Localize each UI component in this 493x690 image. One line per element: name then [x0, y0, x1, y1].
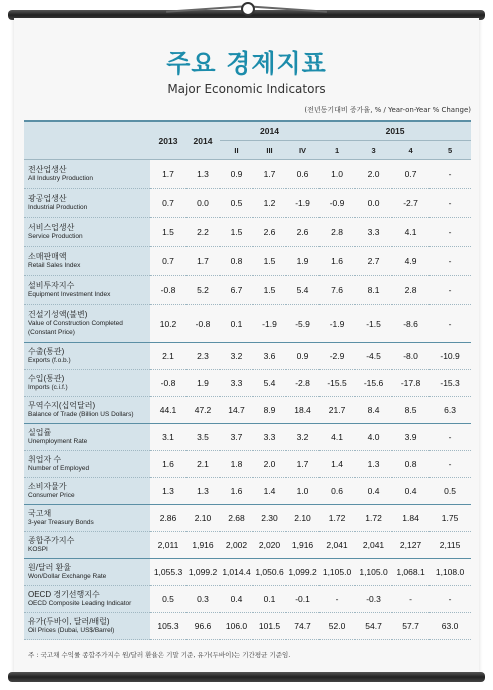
row-label-en: Retail Sales Index [28, 262, 81, 269]
table-cell: 1.0 [319, 160, 355, 189]
table-cell: 44.1 [150, 397, 186, 424]
row-label [24, 218, 150, 247]
table-cell: 1,916 [186, 532, 220, 559]
row-label-en: KOSPI [28, 546, 48, 553]
table-cell: 1.7 [186, 247, 220, 276]
row-label [24, 397, 150, 424]
table-cell: 0.0 [355, 189, 392, 218]
table-cell: -0.8 [186, 305, 220, 343]
table-row [24, 247, 471, 276]
table-cell: 4.1 [319, 424, 355, 451]
table-cell: 1.75 [429, 505, 471, 532]
table-cell: 0.1 [253, 586, 286, 613]
table-cell: 1,105.0 [319, 559, 355, 586]
row-label-en: Number of Employed [28, 465, 90, 472]
row-label [24, 305, 150, 343]
table-cell: 1,068.1 [392, 559, 429, 586]
table-cell: 0.7 [150, 189, 186, 218]
table-cell: 7.6 [319, 276, 355, 305]
row-label [24, 586, 150, 613]
row-label-en: All Industry Production [28, 175, 94, 182]
table-row [24, 451, 471, 478]
table-cell: 1,050.6 [253, 559, 286, 586]
footnote: 주 : 국고채 수익률 종합주가지수 원/달러 환율은 기말 기준, 유가(두바이)는 기간평균 기준임. [28, 651, 291, 659]
col-m3: 3 [355, 141, 392, 160]
table-cell: 2.1 [150, 343, 186, 370]
row-label-ko: 소비자물가 [28, 482, 67, 491]
row-label-ko: 유가(두바이, 달러/배럴) [28, 617, 110, 626]
table-row [24, 189, 471, 218]
table-cell: -2.8 [286, 370, 319, 397]
table-cell: 106.0 [220, 613, 253, 640]
col-q4: IV [286, 141, 319, 160]
table-cell: - [429, 276, 471, 305]
table-cell: 5.4 [286, 276, 319, 305]
table-cell: - [319, 586, 355, 613]
table-cell: 0.6 [286, 160, 319, 189]
row-label [24, 276, 150, 305]
table-cell: 4.0 [355, 424, 392, 451]
table-cell: 3.2 [220, 343, 253, 370]
table-row [24, 276, 471, 305]
table-cell: 0.1 [220, 305, 253, 343]
table-cell: 0.4 [355, 478, 392, 505]
table-cell: -1.9 [286, 189, 319, 218]
table-row [24, 305, 471, 343]
table-cell: 0.7 [392, 160, 429, 189]
table-cell: -5.9 [286, 305, 319, 343]
table-cell: 5.2 [186, 276, 220, 305]
col-q3: III [253, 141, 286, 160]
table-cell: - [429, 218, 471, 247]
row-label [24, 370, 150, 397]
row-label-ko: 종합주가지수 [28, 536, 75, 545]
row-label [24, 189, 150, 218]
table-cell: 1.3 [186, 160, 220, 189]
page-title: 주요 경제지표 [166, 49, 327, 78]
table-cell: 47.2 [186, 397, 220, 424]
table-cell: 1.3 [355, 451, 392, 478]
table-cell: 0.5 [150, 586, 186, 613]
table-cell: 3.7 [220, 424, 253, 451]
table-cell: 2.3 [186, 343, 220, 370]
table-cell: 1.3 [186, 478, 220, 505]
table-cell: 4.1 [392, 218, 429, 247]
table-cell: 3.3 [253, 424, 286, 451]
col-m5: 5 [429, 141, 471, 160]
table-cell: 3.5 [186, 424, 220, 451]
table-cell: 2.10 [186, 505, 220, 532]
table-cell: 1.3 [150, 478, 186, 505]
table-cell: 2.30 [253, 505, 286, 532]
table-cell: 1.5 [220, 218, 253, 247]
poster-bottom-rod [8, 672, 485, 682]
table-cell: 8.5 [392, 397, 429, 424]
row-label-en: OECD Composite Leading Indicator [28, 600, 132, 607]
table-cell: 2,011 [150, 532, 186, 559]
table-cell: 1.8 [220, 451, 253, 478]
row-label-en: Equipment Investment Index [28, 291, 111, 298]
row-label [24, 505, 150, 532]
poster [14, 18, 479, 674]
table-cell: 2.7 [355, 247, 392, 276]
table-cell: 1.7 [150, 160, 186, 189]
row-label-ko: OECD 경기선행지수 [28, 590, 100, 599]
table-cell: -15.6 [355, 370, 392, 397]
table-cell: 14.7 [220, 397, 253, 424]
table-cell: 2.10 [286, 505, 319, 532]
table-row [24, 532, 471, 559]
row-label-en: Consumer Price [28, 492, 75, 499]
page-subtitle: Major Economic Indicators [167, 82, 326, 96]
row-label-ko: 실업률 [28, 428, 52, 437]
table-cell: - [429, 451, 471, 478]
table-cell: 1.5 [253, 247, 286, 276]
table-cell: 1.7 [253, 160, 286, 189]
table-row [24, 586, 471, 613]
table-cell: -15.3 [429, 370, 471, 397]
row-label-ko: 설비투자지수 [28, 281, 75, 290]
table-cell: 63.0 [429, 613, 471, 640]
table-cell: -10.9 [429, 343, 471, 370]
table-row [24, 613, 471, 640]
table-cell: 1.6 [150, 451, 186, 478]
label-header [24, 121, 150, 160]
row-label [24, 613, 150, 640]
row-label-en: Service Production [28, 233, 83, 240]
table-cell: -0.8 [150, 276, 186, 305]
unit-note: (전년동기대비 증가율, % / Year-on-Year % Change) [304, 106, 471, 114]
row-label-en: Unemployment Rate [28, 438, 88, 445]
row-label [24, 559, 150, 586]
table-cell: 0.9 [220, 160, 253, 189]
row-label [24, 343, 150, 370]
table-cell: 1.72 [355, 505, 392, 532]
table-cell: 52.0 [319, 613, 355, 640]
table-cell: 0.6 [319, 478, 355, 505]
table-cell: - [429, 247, 471, 276]
table-cell: 1,099.2 [186, 559, 220, 586]
table-cell: 1.5 [150, 218, 186, 247]
table-cell: 1,055.3 [150, 559, 186, 586]
row-label-en: Won/Dollar Exchange Rate [28, 573, 107, 580]
table-cell: - [392, 586, 429, 613]
table-row [24, 424, 471, 451]
table-cell: - [429, 189, 471, 218]
table-cell: 54.7 [355, 613, 392, 640]
table-cell: 0.8 [220, 247, 253, 276]
row-label-ko: 수입(통관) [28, 374, 65, 383]
table-cell: 2,115 [429, 532, 471, 559]
table-cell: 1.72 [319, 505, 355, 532]
row-label-ko: 원/달러 환율 [28, 563, 72, 572]
table-cell: 3.6 [253, 343, 286, 370]
table-cell: 1,916 [286, 532, 319, 559]
table-row [24, 559, 471, 586]
table-cell: 1.4 [253, 478, 286, 505]
table-cell: - [429, 160, 471, 189]
row-label-en: Value of Construction Completed [28, 320, 123, 327]
table-row [24, 160, 471, 189]
table-cell: 8.1 [355, 276, 392, 305]
table-cell: 2.86 [150, 505, 186, 532]
table-cell: 2,127 [392, 532, 429, 559]
table-cell: 2,041 [355, 532, 392, 559]
row-label-en: Industrial Production [28, 204, 88, 211]
row-label [24, 247, 150, 276]
table-cell: 10.2 [150, 305, 186, 343]
table-cell: 18.4 [286, 397, 319, 424]
row-label-en-sub: (Constant Price) [28, 329, 75, 336]
table-cell: 2.6 [286, 218, 319, 247]
table-cell: 3.3 [220, 370, 253, 397]
row-label-ko: 국고채 [28, 509, 52, 518]
row-label-ko: 전산업생산 [28, 165, 67, 174]
table-cell: 21.7 [319, 397, 355, 424]
table-cell: 1.84 [392, 505, 429, 532]
table-cell: 5.4 [253, 370, 286, 397]
table-cell: 1,099.2 [286, 559, 319, 586]
table-cell: 0.9 [286, 343, 319, 370]
table-cell: -15.5 [319, 370, 355, 397]
table-cell: 3.1 [150, 424, 186, 451]
table-cell: 101.5 [253, 613, 286, 640]
table-cell: -0.1 [286, 586, 319, 613]
table-row [24, 370, 471, 397]
table-cell: 2.1 [186, 451, 220, 478]
table-cell: -4.5 [355, 343, 392, 370]
table-cell: 4.9 [392, 247, 429, 276]
row-label-ko: 취업자 수 [28, 455, 62, 464]
row-label-en: Oil Prices (Dubai, US$/Barrel) [28, 627, 115, 634]
table-cell: 3.2 [286, 424, 319, 451]
table-cell: 1.5 [253, 276, 286, 305]
table-row [24, 343, 471, 370]
row-label [24, 160, 150, 189]
table-cell: 1,108.0 [429, 559, 471, 586]
table-cell: 2.6 [253, 218, 286, 247]
table-cell: 96.6 [186, 613, 220, 640]
row-label-en: Imports (c.i.f.) [28, 384, 68, 391]
table-cell: 1.7 [286, 451, 319, 478]
col-m4: 4 [392, 141, 429, 160]
row-label-ko: 서비스업생산 [28, 223, 75, 232]
table-cell: -2.7 [392, 189, 429, 218]
table-cell: 105.3 [150, 613, 186, 640]
table-cell: -1.5 [355, 305, 392, 343]
row-label [24, 532, 150, 559]
table-cell: 57.7 [392, 613, 429, 640]
table-cell: -1.9 [253, 305, 286, 343]
table-cell: -8.0 [392, 343, 429, 370]
table-cell: 1.6 [220, 478, 253, 505]
table-cell: 6.3 [429, 397, 471, 424]
table-cell: 3.3 [355, 218, 392, 247]
table-cell: 0.3 [186, 586, 220, 613]
table-cell: 2.68 [220, 505, 253, 532]
table-cell: 1.6 [319, 247, 355, 276]
table-cell: 1.0 [286, 478, 319, 505]
table-cell: 2.2 [186, 218, 220, 247]
row-label-ko: 수출(통관) [28, 347, 65, 356]
table-cell: 74.7 [286, 613, 319, 640]
table-cell: 1.4 [319, 451, 355, 478]
table-row [24, 218, 471, 247]
table-cell: 0.5 [220, 189, 253, 218]
col-2014: 2014 [186, 121, 220, 160]
table-cell: 2,020 [253, 532, 286, 559]
table-cell: 8.4 [355, 397, 392, 424]
table-cell: 0.7 [150, 247, 186, 276]
table-cell: 1,014.4 [220, 559, 253, 586]
row-label [24, 424, 150, 451]
row-label [24, 451, 150, 478]
table-cell: -0.9 [319, 189, 355, 218]
table-row [24, 505, 471, 532]
row-label-ko: 광공업생산 [28, 194, 67, 203]
table-cell: 2.8 [319, 218, 355, 247]
table-cell: - [429, 424, 471, 451]
row-label-en: Exports (f.o.b.) [28, 357, 71, 364]
table-cell: 2,002 [220, 532, 253, 559]
table-cell: 1.9 [286, 247, 319, 276]
hanger-hook-icon [241, 2, 255, 16]
table-cell: 1.9 [186, 370, 220, 397]
row-label [24, 478, 150, 505]
row-label-en: 3-year Treasury Bonds [28, 519, 94, 526]
col-q2: II [220, 141, 253, 160]
group-2014: 2014 [220, 121, 319, 141]
table-cell: 0.0 [186, 189, 220, 218]
indicators-table [24, 120, 471, 640]
table-cell: -8.6 [392, 305, 429, 343]
table-cell: 1.2 [253, 189, 286, 218]
table-cell: -1.9 [319, 305, 355, 343]
col-m1: 1 [319, 141, 355, 160]
row-label-en: Balance of Trade (Billion US Dollars) [28, 411, 134, 418]
table-row [24, 397, 471, 424]
table-cell: 2.0 [355, 160, 392, 189]
table-cell: 1,105.0 [355, 559, 392, 586]
group-2015: 2015 [319, 121, 471, 141]
table-cell: 0.4 [220, 586, 253, 613]
table-cell: 2.8 [392, 276, 429, 305]
table-cell: 8.9 [253, 397, 286, 424]
row-label-ko: 무역수지(십억달러) [28, 401, 96, 410]
table-cell: 6.7 [220, 276, 253, 305]
table-cell: - [429, 586, 471, 613]
table-cell: -0.8 [150, 370, 186, 397]
table-cell: -2.9 [319, 343, 355, 370]
table-cell: 2,041 [319, 532, 355, 559]
table-cell: 2.0 [253, 451, 286, 478]
table-cell: 0.5 [429, 478, 471, 505]
table-cell: -0.3 [355, 586, 392, 613]
col-2013: 2013 [150, 121, 186, 160]
table-row [24, 478, 471, 505]
row-label-ko: 소매판매액 [28, 252, 67, 261]
table-cell: 3.9 [392, 424, 429, 451]
row-label-ko: 건설기성액(불변) [28, 310, 88, 319]
table-cell: -17.8 [392, 370, 429, 397]
table-cell: 0.4 [392, 478, 429, 505]
table-cell: 0.8 [392, 451, 429, 478]
table-cell: - [429, 305, 471, 343]
